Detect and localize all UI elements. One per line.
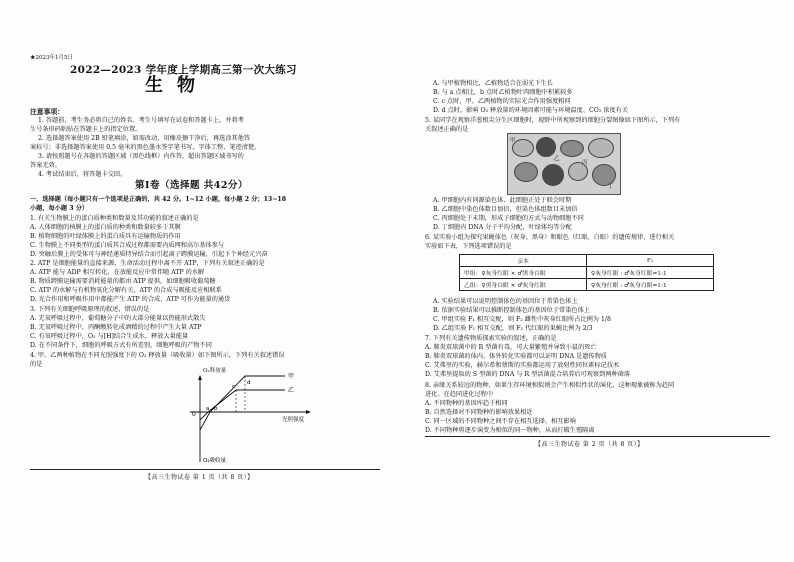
micrograph-cell	[514, 162, 538, 182]
table-header-row	[460, 255, 714, 267]
q8-line: 8. 亲缘关系较远的物种，如果生存环境相似则会产生相似性状的演化，这种现象被称为趋同	[425, 382, 675, 389]
graph-curve1-label: 甲	[288, 373, 295, 380]
q4-light-response-graph	[170, 372, 320, 464]
table-cell: ♀灰身红眼 : ♂灰身白眼=1:1	[587, 279, 714, 291]
subject-title: 生物	[145, 75, 209, 96]
cell-label-yi: 乙	[554, 156, 560, 162]
question-line: C. 生物膜上不同类型的蛋白质其合成过程都需要内质网和高尔基体参与	[30, 242, 225, 249]
question-line: 3. 下列有关细胞呼吸原理的叙述，错误的是	[30, 306, 150, 313]
notice-line: 答案无效。	[30, 162, 61, 169]
q8-line: B. 自然选择对不同物种的影响效果相近	[425, 409, 533, 416]
question-line: D. 突触后膜上的受体可与神经递质特异结合而引起离子跨膜运输，引起下个神经元兴奋	[30, 251, 268, 258]
question-line: 的是	[30, 361, 43, 368]
table-cell: 甲组：♀灰身红眼 × ♂黑身白眼	[460, 267, 587, 279]
question-line: C. 有氧呼吸过程中，O₂ 与[H]结合生成水，释放大量能量	[30, 333, 189, 340]
table-cell: ♀灰身红眼 : ♂灰身红眼=1:1	[587, 267, 714, 279]
q5-option: A. 甲细胞内有同源染色体，此细胞正处于联会时期	[433, 197, 572, 204]
question-line: D. 光合作用和呼吸作用中都能产生 ATP 的合成，ATP 可作为能量的通货	[30, 296, 231, 303]
curve-yi	[200, 390, 285, 420]
question-line: C. ATP 的水解与有机物氧化分解有关，ATP 的合成与吸能反应相联系	[30, 287, 222, 294]
graph-origin-label: 0	[192, 411, 196, 418]
footer-left: 【高三生物试卷 第 1 页（共 8 页）】	[145, 474, 254, 481]
micrograph-cell	[542, 164, 564, 186]
notice-line: 2. 选择题答案使用 2B 铅笔填涂，如需改动，用橡皮擦干净后，再选涂其他答	[38, 135, 251, 142]
exam-title: 2022—2023 学年度上学期高三第一次大练习	[70, 64, 297, 76]
q6-option: A. 实验结果可以说明控制体色的基因位于常染色体上	[433, 298, 578, 305]
section-instruction: 一、选择题（每小题只有一个选项是正确的，共 42 分。1~12 小题，每小题 2 分；13~18	[30, 196, 287, 203]
q6-option: D. 乙组实验 F₁ 相互交配，则 F₂ 代红眼的果蝇比例为 2/3	[433, 325, 593, 332]
q4-option: C. c 点时，甲、乙两植物的实际光合作用强度相同	[433, 98, 571, 105]
q4-option: A. 与甲植物相比，乙植物适合在弱光下生长	[433, 80, 553, 87]
graph-y-arrow	[198, 375, 202, 380]
q8-line: A. 不同物种的基因库趋于相同	[425, 400, 508, 407]
graph-point-d: d	[247, 380, 251, 386]
table-row	[460, 279, 714, 291]
question-line: 4. 甲、乙两种植物在不同光照强度下的 O₂ 释放量（吸收量）如下图所示，下列有关叙述错误	[30, 352, 285, 359]
q6-stem: 6. 某实验小组为探究果蝇体色（灰身、黑身）和眼色（红眼、白眼）的遗传规律，进行相关	[425, 234, 675, 241]
q6-stem: 实验如下表，下列选项错误的是	[425, 243, 512, 250]
q4-option: D. d 点时，影响 O₂ 释放量的环境因素可能与环境温度、CO₂ 浓度有关	[433, 107, 629, 114]
q6-option: B. 依据实验结果可以推断控制体色的基因位于常染色体上	[433, 307, 590, 314]
question-line: B. 物质跨膜运输需要消耗能量的都由 ATP 提供，如细胞吸收葡萄糖	[30, 278, 216, 285]
question-line: A. 无氧呼吸过程中，葡萄糖分子中的大部分能量以热能形式散失	[30, 315, 206, 322]
question-line: A. 人体细胞的核膜上的蛋白质的种类和数量较多于其膜	[30, 224, 181, 231]
q8-line: C. 同一区域的不同物种之间不存在相互选择、相互影响	[425, 418, 576, 425]
section-title: 第Ⅰ卷（选择题 共42分）	[135, 180, 248, 191]
question-line: B. 无氧呼吸过程中，丙酮酸转化成酒精的过程中产生大量 ATP	[30, 324, 202, 331]
micrograph-cell	[588, 138, 614, 158]
q8-line: D. 不同物种将逐步演变为相似的同一物种，从而打破生殖隔离	[425, 427, 595, 434]
table-cell: 乙组：♀黑身白眼 × ♂灰身红眼	[460, 279, 587, 291]
q7-line: A. 肺炎双球菌中的 R 型菌有毒，可大量繁殖并导致小鼠的死亡	[425, 344, 597, 351]
cell-label-ding: 丁	[608, 184, 614, 190]
q7-line: C. 艾弗里的实验，赫尔希和蔡斯的实验都运用了放射性同位素标记技术	[425, 362, 620, 369]
graph-curve2-label: 乙	[288, 387, 295, 394]
question-line: A. ATP 能与 ADP 相互转化，在放能反应中常伴随 ATP 的水解	[30, 269, 205, 276]
q4-option: B. 与 a 点相比，b 点时乙植物叶肉细胞中积累较多	[433, 89, 573, 96]
section-instruction: 小题，每小题 3 分）	[30, 205, 89, 212]
question-line: D. 在不同条件下，细胞的呼吸方式有所差别，细胞呼吸的产物不同	[30, 342, 212, 349]
graph-point-b: b	[214, 406, 218, 412]
notice-line: 案标号；非选择题答案使用 0.5 毫米的黑色墨水签字笔书写，字体工整、笔迹清楚。	[30, 144, 261, 151]
notice-line: 3. 请按照题号在各题的答题区域（黑色线框）内作答，超出答题区域书写的	[38, 153, 244, 160]
curve-jia	[200, 376, 285, 430]
table-header-cell: 亲本	[460, 255, 587, 267]
notice-heading: 注意事项：	[30, 108, 64, 116]
cell-label-bing: 丙	[582, 160, 588, 166]
q7-line: D. 艾弗里提取的 S 型菌的 DNA 与 R 型活菌混合培养后可观察到两种菌落	[425, 371, 631, 378]
graph-point-a: a	[206, 406, 210, 412]
question-line: 1. 有关生物膜上的蛋白质种类和数量及其功能的叙述正确的是	[30, 215, 199, 222]
table-header-cell: F₁	[587, 255, 714, 267]
micrograph-cell	[560, 140, 584, 157]
graph-y-label: O₂释放量	[203, 368, 227, 374]
micrograph-cell	[536, 137, 556, 157]
question-line: B. 植物细胞的叶绿体膜上的蛋白质具有运输物质的作用	[30, 233, 181, 240]
exam-date: ★2023年1月5日	[30, 55, 73, 61]
q5-stem: 5. 某同学在观察洋葱根尖分生区细胞时，视野中所观察到的细胞分裂图像如下图所示，下列有	[425, 117, 681, 124]
notice-line: 4. 考试结束后，将答题卡交回。	[38, 171, 127, 178]
q8-line: 进化。在趋同进化过程中	[425, 391, 494, 398]
q5-option: B. 乙细胞中染色体数目加倍，但染色体组数目未加倍	[433, 206, 578, 213]
footer-right: 【高三生物试卷 第 2 页（共 8 页）】	[535, 441, 644, 448]
graph-x-label: 光照强度	[282, 417, 305, 423]
mitosis-micrograph	[507, 133, 621, 195]
q7-line: B. 肺炎双球菌的体内、体外转化实验都可以证明 DNA 是遗传物质	[425, 353, 607, 360]
q6-option: C. 甲组实验 F₁ 相互交配，则 F₂ 雌性中灰身红眼所占比例为 1/8	[433, 316, 611, 323]
footer-divider	[30, 469, 380, 470]
q5-stem: 关叙述正确的是	[425, 126, 469, 133]
notice-line: 1. 答题前，考生务必将自己的姓名、考生号填写在试卷和答题卡上，并将考	[38, 117, 244, 124]
table-row	[460, 267, 714, 279]
footer-divider	[425, 436, 770, 437]
graph-point-c: c	[232, 384, 236, 390]
q7-line: 7. 下列有关遗传物质探索实验的叙述，正确的是	[425, 335, 557, 342]
graph-y-bottom-label: O₂吸收量	[203, 458, 227, 464]
question-line: 2. ATP 是细胞能量的直接来源，生命活动过程中离不开 ATP，下列有关叙述正确的是	[30, 260, 265, 267]
cell-label-jia: 甲	[510, 138, 516, 144]
q5-option: C. 丙细胞处于末期，形成子细胞的方式与动物细胞不同	[433, 215, 584, 222]
q6-cross-table	[459, 254, 714, 291]
q5-option: D. 丁细胞内 DNA 分子平均分配，叶绿体均等分配	[433, 224, 572, 231]
graph-x-arrow	[306, 410, 311, 414]
notice-line: 生号条形码粘贴在答题卡上的指定位置。	[30, 126, 142, 133]
